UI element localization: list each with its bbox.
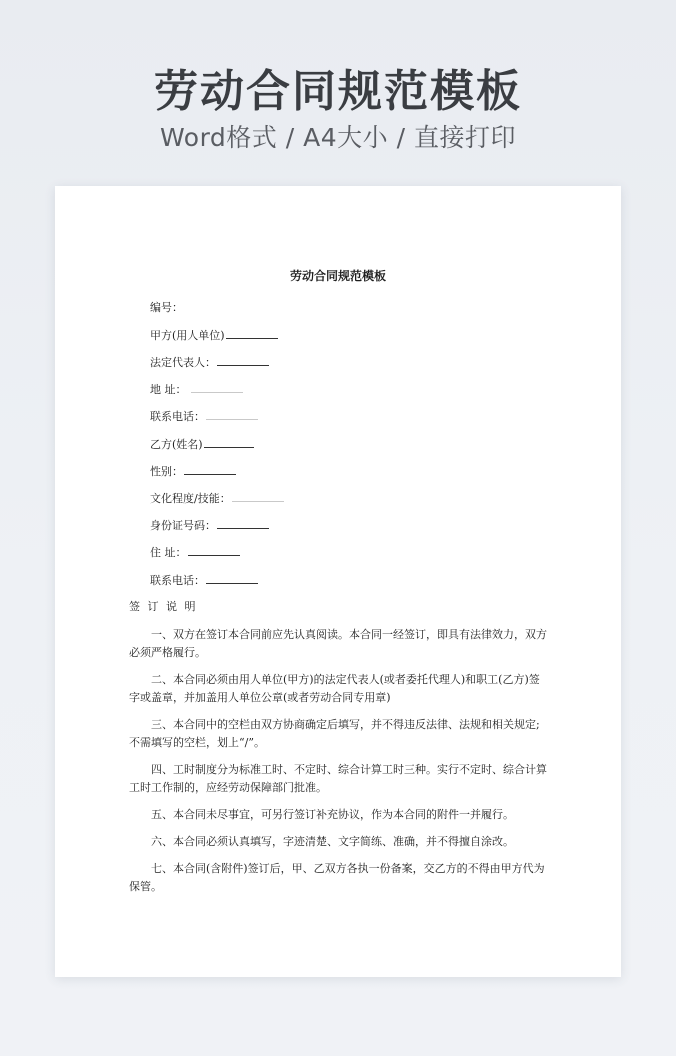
document-title: 劳动合同规范模板 — [289, 269, 386, 283]
field-label: 身份证号码： — [150, 519, 216, 532]
field-label: 文化程度/技能： — [150, 492, 231, 505]
field-label: 法定代表人： — [150, 356, 216, 369]
field-education-skills — [150, 491, 284, 506]
fill-blank[interactable] — [217, 355, 269, 366]
fill-blank[interactable] — [188, 545, 240, 556]
fill-blank[interactable] — [204, 437, 254, 448]
fill-blank[interactable] — [232, 491, 284, 502]
instruction-paragraph: 七、本合同(含附件)签订后，甲、乙双方各执一份备案，交乙方的不得由甲方代为保管。 — [129, 862, 545, 893]
banner-subtitle: Word格式 / A4大小 / 直接打印 — [160, 123, 516, 152]
instruction-paragraph: 一、双方在签订本合同前应先认真阅读。本合同一经签订，即具有法律效力，双方必须严格履行。 — [129, 628, 547, 659]
field-label: 编号： — [150, 301, 183, 314]
field-address-a — [150, 382, 243, 397]
field-address-b — [150, 545, 240, 560]
field-label: 乙方(姓名) — [150, 438, 203, 451]
field-label: 住 址： — [150, 546, 187, 559]
field-party-a — [150, 328, 278, 343]
document-page — [55, 186, 621, 977]
field-id-number — [150, 518, 269, 533]
fill-blank[interactable] — [226, 328, 278, 339]
fill-blank[interactable] — [206, 409, 258, 420]
field-label: 地 址： — [150, 383, 187, 396]
field-legal-representative — [150, 355, 269, 370]
section-heading: 签 订 说 明 — [129, 600, 198, 613]
instruction-paragraph: 五、本合同未尽事宜，可另行签订补充协议，作为本合同的附件一并履行。 — [151, 808, 514, 821]
fill-blank[interactable] — [206, 573, 258, 584]
instruction-paragraph: 二、本合同必须由用人单位(甲方)的法定代表人(或者委托代理人)和职工(乙方)签字或盖章，并加盖用人单位公章(或者劳动合同专用章) — [129, 673, 540, 704]
field-label: 联系电话： — [150, 574, 205, 587]
instruction-paragraph: 四、工时制度分为标准工时、不定时、综合计算工时三种。实行不定时、综合计算工时工作制的，应经劳动保障部门批准。 — [129, 763, 547, 794]
field-phone-a — [150, 409, 258, 424]
instruction-paragraph: 三、本合同中的空栏由双方协商确定后填写，并不得违反法律、法规和相关规定;不需填写的空栏，划上“/”。 — [129, 718, 540, 749]
banner-title: 劳动合同规范模板 — [154, 66, 522, 117]
field-label: 性别： — [150, 465, 183, 478]
field-phone-b — [150, 573, 258, 588]
field-label: 联系电话： — [150, 410, 205, 423]
fill-blank[interactable] — [191, 382, 243, 393]
fill-blank[interactable] — [217, 518, 269, 529]
field-party-b — [150, 437, 254, 452]
field-contract-number — [150, 301, 183, 315]
field-gender — [150, 464, 236, 479]
instruction-paragraph: 六、本合同必须认真填写，字迹清楚、文字简练、准确，并不得擅自涂改。 — [151, 835, 514, 848]
field-label: 甲方(用人单位) — [150, 329, 225, 342]
fill-blank[interactable] — [184, 464, 236, 475]
